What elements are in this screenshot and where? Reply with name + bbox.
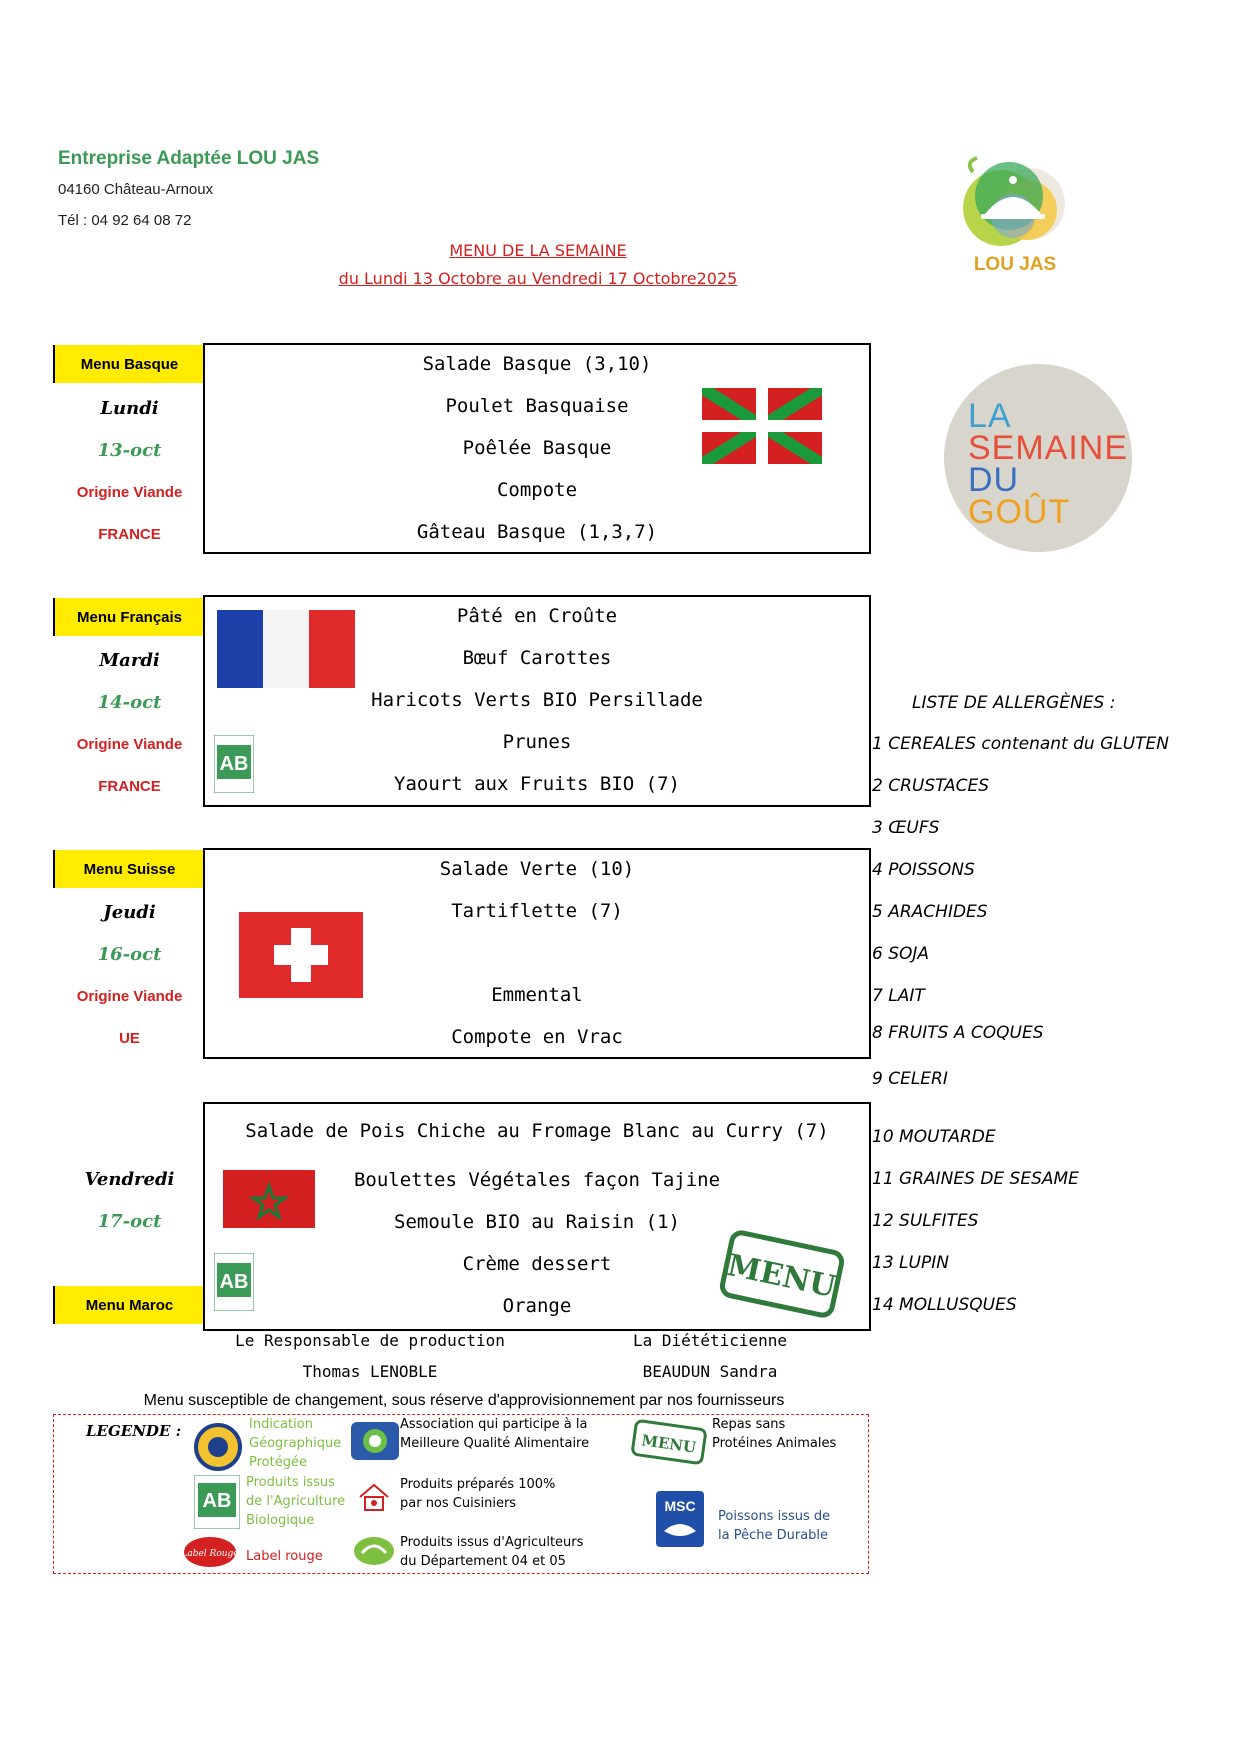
dish-vendredi-1: Salade de Pois Chiche au Fromage Blanc au Curry (7): [245, 1120, 829, 1142]
fait-maison-icon: [356, 1479, 392, 1519]
allergen-item: 14 MOLLUSQUES: [872, 1295, 1017, 1315]
basque-flag: [702, 388, 822, 468]
dish-mardi-1: Pâté en Croûte: [456, 605, 618, 627]
company-address: 04160 Château-Arnoux: [58, 181, 214, 198]
swiss-flag: [237, 910, 365, 1004]
page-title: MENU DE LA SEMAINE: [449, 241, 627, 260]
legend-vegetarian-text: Repas sans Protéines Animales: [712, 1417, 837, 1451]
company-name: Entreprise Adaptée LOU JAS: [58, 148, 320, 169]
legend-bio-text: Produits issus de l'Agriculture Biologique: [246, 1475, 346, 1528]
day-vendredi: Vendredi: [84, 1169, 175, 1190]
local-products-icon: [352, 1533, 396, 1573]
svg-text:AB: AB: [219, 1271, 249, 1293]
date-jeudi: 16-oct: [97, 944, 162, 965]
dish-jeudi-2: Tartiflette (7): [451, 900, 623, 922]
signature-left-role: Le Responsable de production: [235, 1331, 505, 1350]
date-lundi: 13-oct: [97, 440, 162, 461]
dish-jeudi-4: Compote en Vrac: [451, 1026, 623, 1048]
dish-vendredi-2: Boulettes Végétales façon Tajine: [353, 1169, 721, 1191]
logo-text: LOU JAS: [973, 254, 1057, 275]
vegetarian-badge-text: MENU: [640, 1431, 698, 1457]
legend-igp-text: Indication Géographique Protégée: [249, 1417, 342, 1470]
company-phone: Tél : 04 92 64 08 72: [58, 212, 192, 229]
dish-lundi-2: Poulet Basquaise: [445, 395, 629, 417]
legend-label-rouge-text: Label rouge: [246, 1549, 323, 1564]
semaine-line2: SEMAINE: [968, 429, 1129, 467]
day-lundi: Lundi: [100, 398, 159, 419]
date-vendredi: 17-oct: [97, 1211, 162, 1232]
lou-jas-logo: [955, 152, 1075, 282]
legend-title: LEGENDE :: [86, 1422, 182, 1440]
msc-icon: [656, 1491, 704, 1551]
allergen-item: 1 CEREALES contenant du GLUTEN: [872, 734, 1170, 754]
ab-badge-text: AB: [202, 1490, 232, 1512]
semaine-du-gout-logo: [938, 362, 1138, 554]
dish-mardi-2: Bœuf Carottes: [462, 647, 612, 669]
origin-mardi: FRANCE: [98, 778, 161, 795]
legend-local-text: Produits issus d'Agriculteurs du Département 04 et 05: [400, 1535, 584, 1569]
dish-vendredi-3: Semoule BIO au Raisin (1): [394, 1211, 680, 1233]
dish-mardi-3: Haricots Verts BIO Persillade: [371, 689, 703, 711]
dish-lundi-1: Salade Basque (3,10): [422, 353, 652, 375]
menu-label-basque: Menu Basque: [53, 345, 204, 383]
dish-vendredi-5: Orange: [502, 1295, 572, 1317]
dish-jeudi-3: Emmental: [491, 984, 583, 1006]
dish-mardi-4: Prunes: [502, 731, 572, 753]
menu-label-francais: Menu Français: [53, 598, 204, 636]
origin-lundi: FRANCE: [98, 526, 161, 543]
legend-msc-text: Poissons issus de la Pêche Durable: [718, 1509, 831, 1543]
svg-text:AB: AB: [219, 753, 249, 775]
svg-text:MENU: MENU: [724, 1247, 839, 1305]
signature-left-name: Thomas LENOBLE: [302, 1362, 438, 1381]
signature-right-role: La Diététicienne: [632, 1331, 788, 1350]
page-subtitle: du Lundi 13 Octobre au Vendredi 17 Octobre2025: [338, 269, 738, 288]
label-rouge-icon: [182, 1535, 238, 1573]
legend-box: [53, 1414, 869, 1574]
signature-right-name: BEAUDUN Sandra: [642, 1362, 778, 1381]
allergen-item: 9 CELERI: [872, 1069, 948, 1089]
semaine-line3: DU: [968, 461, 1020, 499]
dish-jeudi-1: Salade Verte (10): [439, 858, 635, 880]
igp-icon: [194, 1423, 242, 1475]
vegetarian-icon: [630, 1419, 708, 1469]
semaine-line1: LA: [968, 397, 1012, 435]
day-mardi: Mardi: [99, 650, 160, 671]
day-jeudi: Jeudi: [103, 902, 156, 923]
availability-notice: Menu susceptible de changement, sous réserve d'approvisionnement par nos fournisseurs: [143, 1392, 785, 1409]
origin-label-jeudi: Origine Viande: [76, 988, 183, 1005]
ab-bio-icon: [194, 1475, 240, 1533]
allergen-item: 11 GRAINES DE SESAME: [872, 1169, 1079, 1189]
ab-bio-logo-vendredi: [214, 1253, 254, 1315]
morocco-flag: [223, 1170, 315, 1232]
dish-lundi-4: Compote: [496, 479, 578, 501]
france-flag: [215, 606, 359, 696]
ab-bio-logo-mardi: [214, 735, 254, 797]
bleu-blanc-coeur-icon: [349, 1418, 401, 1468]
allergen-item: 13 LUPIN: [872, 1253, 949, 1273]
allergen-item: 5 ARACHIDES: [872, 902, 988, 922]
allergen-item: 12 SULFITES: [872, 1211, 979, 1231]
origin-jeudi: UE: [119, 1030, 140, 1047]
msc-badge-text: MSC: [664, 1498, 696, 1514]
semaine-line4: GOÛT: [968, 493, 1071, 531]
menu-label-maroc: Menu Maroc: [53, 1286, 204, 1324]
allergen-item: 7 LAIT: [872, 986, 925, 1006]
legend-bbc-text: Association qui participe à la Meilleure Qualité Alimentaire: [400, 1417, 590, 1451]
origin-label-lundi: Origine Viande: [76, 484, 183, 501]
vegetarian-menu-stamp: [718, 1228, 846, 1324]
label-rouge-badge-text: Label Rouge: [182, 1549, 238, 1559]
dish-lundi-3: Poêlée Basque: [462, 437, 612, 459]
allergen-item: 3 ŒUFS: [872, 818, 940, 838]
dish-vendredi-4: Crème dessert: [462, 1253, 612, 1275]
allergens-title: LISTE DE ALLERGÈNES :: [912, 693, 1116, 713]
allergen-item: 4 POISSONS: [872, 860, 975, 880]
allergen-item: 8 FRUITS A COQUES: [872, 1023, 1044, 1043]
allergen-item: 10 MOUTARDE: [872, 1127, 996, 1147]
dish-mardi-5: Yaourt aux Fruits BIO (7): [394, 773, 680, 795]
allergen-item: 6 SOJA: [872, 944, 930, 964]
menu-label-suisse: Menu Suisse: [53, 850, 204, 888]
date-mardi: 14-oct: [97, 692, 162, 713]
allergen-item: 2 CRUSTACES: [872, 776, 989, 796]
dish-lundi-5: Gâteau Basque (1,3,7): [416, 521, 658, 543]
legend-fait-maison-text: Produits préparés 100% par nos Cuisiniers: [400, 1477, 556, 1511]
origin-label-mardi: Origine Viande: [76, 736, 183, 753]
